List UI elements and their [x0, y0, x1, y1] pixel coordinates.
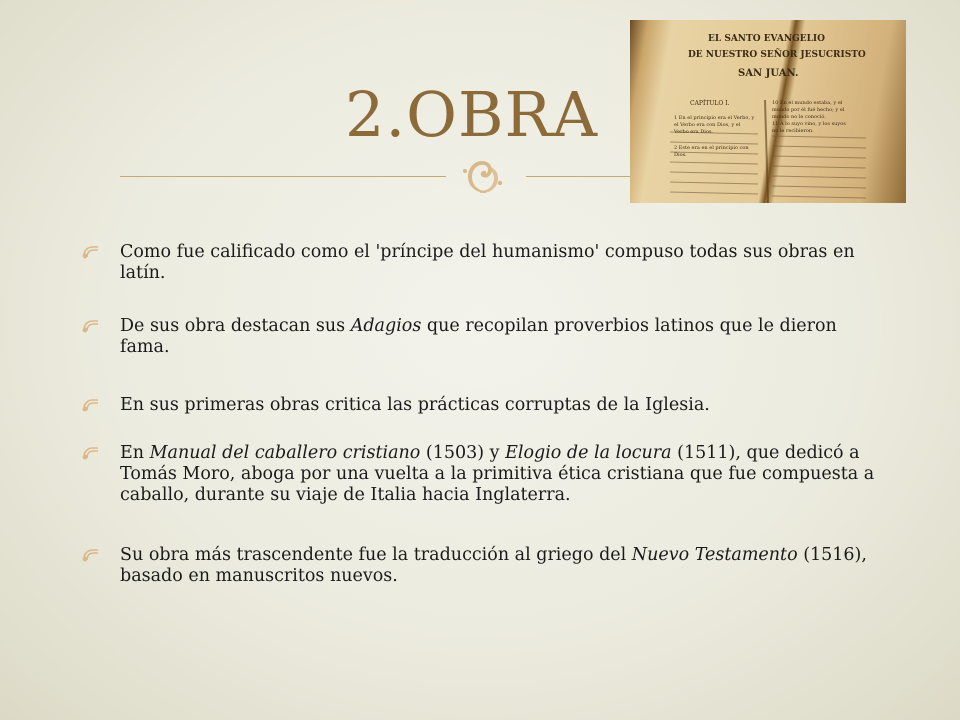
- bullet-segment: Como fue calificado como el 'príncipe del humanismo' compuso todas sus obras en latín.: [120, 242, 855, 283]
- flourish-ornament-icon: [458, 157, 508, 197]
- bullet-segment: En: [120, 443, 150, 463]
- photo-line-1: 1 En el principio era el Verbo, y: [674, 115, 755, 121]
- bullet-item: [82, 545, 882, 587]
- photo-header-3: SAN JUAN.: [738, 68, 799, 79]
- bullet-item: [82, 242, 882, 284]
- photo-col2-line-4: 11 A lo suyo vino, y los suyos: [772, 121, 846, 127]
- bullet-text: [120, 316, 882, 358]
- bullet-segment: que recopilan proverbios latinos que le dieron fama.: [120, 316, 837, 357]
- bullet-segment: De sus obra destacan sus: [120, 316, 351, 336]
- bullet-item: [82, 395, 710, 416]
- bullet-segment: Su obra más trascendente fue la traducción al griego del: [120, 545, 632, 565]
- photo-line-2: el Verbo era con Dios, y el: [674, 122, 741, 128]
- bullet-item: [82, 443, 882, 506]
- bullet-italic-segment: Nuevo Testamento: [631, 545, 798, 565]
- scroll-bullet-icon: [82, 548, 100, 562]
- divider-line-right: [526, 176, 630, 177]
- bullet-item: [82, 316, 882, 358]
- bullet-text: [120, 395, 710, 416]
- photo-col2-line-1: 10 En el mundo estaba, y el: [772, 100, 843, 106]
- bible-page-photo: [630, 20, 906, 203]
- bullet-segment: (1516), basado en manuscritos nuevos.: [120, 545, 867, 586]
- photo-col2-line-2: mundo por él fué hecho; y el: [772, 107, 845, 113]
- photo-line-4: 2 Este era en el principio con: [674, 145, 749, 151]
- photo-header-2: DE NUESTRO SEÑOR JESUCRISTO: [688, 50, 866, 60]
- bullet-segment: (1511), que dedicó a Tomás Moro, aboga por una vuelta a la primitiva ética cristiana que fue compuesta a caballo, durante su viaje de Italia hacia Inglaterra.: [120, 443, 875, 505]
- scroll-bullet-icon: [82, 245, 100, 259]
- scroll-bullet-icon: [82, 319, 100, 333]
- scroll-bullet-icon: [82, 398, 100, 412]
- divider-line-left: [120, 176, 446, 177]
- bullet-italic-segment: Elogio de la locura: [505, 443, 672, 463]
- scroll-bullet-icon: [82, 446, 100, 460]
- photo-col2-line-5: no le recibieron.: [772, 128, 814, 134]
- bullet-segment: (1503) y: [420, 443, 506, 463]
- photo-header-1: EL SANTO EVANGELIO: [708, 34, 825, 44]
- bullet-text: [120, 443, 882, 506]
- photo-col2-line-3: mundo no le conoció.: [772, 114, 826, 120]
- photo-line-5: Dios.: [674, 152, 687, 158]
- bullet-italic-segment: Adagios: [350, 316, 422, 336]
- slide-title: 2.OBRA: [345, 78, 599, 151]
- page-lines-decoration: [630, 20, 906, 203]
- bullet-text: [120, 545, 882, 587]
- photo-chapter: CAPÍTULO I.: [690, 100, 730, 107]
- bullet-italic-segment: Manual del caballero cristiano: [149, 443, 421, 463]
- photo-line-3: Verbo era Dios.: [674, 129, 713, 135]
- bullet-text: [120, 242, 882, 284]
- bullet-segment: En sus primeras obras critica las prácticas corruptas de la Iglesia.: [120, 395, 710, 415]
